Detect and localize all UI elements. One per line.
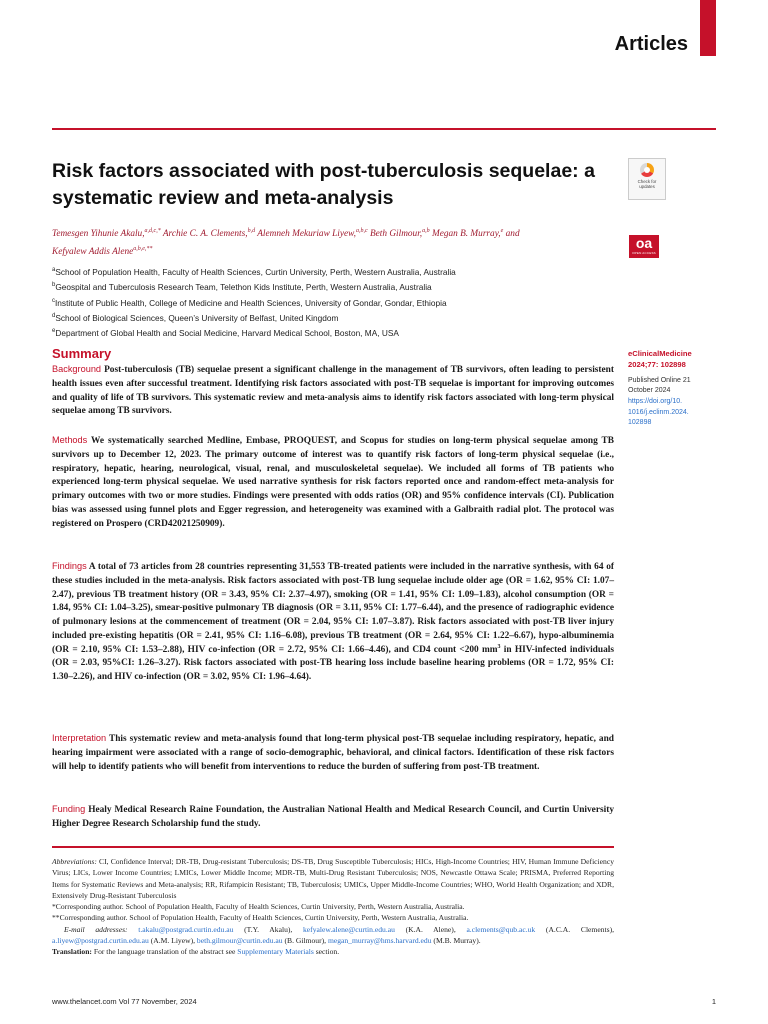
- methods-text: We systematically searched Medline, Embase, PROQUEST, and Scopus for studies on long-term physical sequelae among TB survivors up to December 12, 2023. The primary outcome of interest was to quantify risk factors of long-term physical sequelae (i.e., respiratory, hepatic, hearing, neurological, visual, renal, and musculoskeletal sequelae). We included all forms of TB patients who experienced long-term physical sequelae. We used narrative synthesis for risk factors reported once and random-effect meta-analysis for primary outcomes with two or more studies. Findings were presented with odds ratios (OR) and 95% confidence intervals (CI). Publication bias was assessed using funnel plots and Egger regression, and heterogeneity was examined with a Galbraith radial plot. The protocol was registered on Prospero (CRD42021250909).: [52, 436, 614, 529]
- author[interactable]: Kefyalew Addis Alene$^{a,b,e,**}$: [52, 246, 153, 258]
- summary-heading: Summary: [52, 346, 112, 361]
- author[interactable]: Beth Gilmour,$^{a,b}$: [369, 228, 430, 240]
- supplementary-link[interactable]: Supplementary Materials: [237, 947, 314, 957]
- interpretation-label: Interpretation: [52, 733, 107, 743]
- affiliation: $^d$School of Biological Sciences, Queen’s University of Belfast, United Kingdom: [52, 312, 339, 323]
- email-addresses: E-mail addresses: t.akalu@postgrad.curtin.edu.au (T.Y. Akalu), kefyalew.alene@curtin.edu.au (K.A. Alene), a.clements@qub.ac.uk (A.C.A. Clements), a.liyew@postgrad.curtin.edu.au (A.M. Liyew), beth.gilmour@curtin.edu.au (B. Gilmour), megan_murray@hms.harvard.edu (M.B. Murray).: [52, 924, 614, 946]
- findings-text-continued: in HIV-infected individuals (OR = 2.03, 95%CI: 1.26–3.27). Risk factors associated with post-TB hearing loss include baseline hearing problems (OR = 1.72, 95% CI: 1.30–2.26), and HIV co-infection (OR = 3.02, 95% CI: 1.96–4.64).: [52, 644, 614, 682]
- email-link[interactable]: beth.gilmour@curtin.edu.au: [196, 936, 283, 946]
- open-access-label: OPEN ACCESS: [632, 251, 656, 255]
- email-link[interactable]: kefyalew.alene@curtin.edu.au: [303, 924, 395, 934]
- email-link[interactable]: a.liyew@postgrad.curtin.edu.au: [52, 936, 149, 946]
- header-accent-bar: [700, 0, 716, 56]
- email-link[interactable]: a.clements@qub.ac.uk: [466, 924, 536, 934]
- check-for-updates-badge[interactable]: [628, 158, 666, 200]
- abstract-findings: [52, 560, 614, 685]
- abstract-methods: [52, 434, 614, 531]
- author-conjunction: and: [505, 229, 520, 240]
- author[interactable]: Megan B. Murray,$^e$: [431, 228, 504, 240]
- affiliation: $^e$Department of Global Health and Social Medicine, Harvard Medical School, Boston, MA, USA: [52, 327, 399, 338]
- funding-text: Healy Medical Research Raine Foundation, the Australian National Health and Medical Research Council, and Curtin University Higher Degree Research Scholarship fund the study.: [52, 805, 614, 829]
- check-updates-line2: updates: [639, 184, 655, 189]
- abstract-funding: [52, 803, 614, 832]
- findings-text: A total of 73 articles from 28 countries representing 31,553 TB-treated patients were included in the narrative synthesis, with 64 of these studies included in the meta-analysis. Risk factors associated with post-TB lung sequelae include older age (OR = 1.62, 95% CI: 1.07–2.47), previous TB treatment history (OR = 3.43, 95% CI: 2.37–4.97), smoking (OR = 1.41, 95% CI: 1.09–1.83), alcohol consumption (OR = 1.84, 95% CI: 1.04–3.25), smear-positive pulmonary TB diagnosis (OR = 3.11, 95% CI: 1.77–6.44), and the presence of radiographic evidence of pulmonary lesions at the commencement of treatment (OR = 2.04, 95% CI: 1.07–3.87). Risk factors associated with post-TB liver injury included pre-existing hepatitis (OR = 2.41, 95% CI: 1.16–6.08), previous TB treatment (OR = 2.64, 95% CI: 1.22–6.67), hypo-albuminemia (OR = 2.10, 95% CI: 1.53–2.88), HIV co-infection (OR = 2.72, 95% CI: 1.66–4.46), and CD4 count <200 mm: [52, 562, 614, 655]
- funding-label: Funding: [52, 804, 86, 814]
- affiliation: $^c$Institute of Public Health, College of Medicine and Health Sciences, University of Gondar, Gondar, Ethiopia: [52, 297, 447, 308]
- findings-superscript: 3: [497, 643, 501, 650]
- footer-journal-info: www.thelancet.com Vol 77 November, 2024: [52, 997, 197, 1006]
- affiliation: $^a$School of Population Health, Faculty of Health Sciences, Curtin University, Perth, Western Australia, Australia: [52, 266, 456, 277]
- author[interactable]: Archie C. A. Clements,$^{b,d}$: [162, 228, 256, 240]
- background-label: Background: [52, 364, 102, 374]
- author-list: [52, 224, 572, 260]
- article-title: Risk factors associated with post-tuberculosis sequelae: a systematic review and meta-analysis: [52, 160, 595, 209]
- published-date: Published Online 21 October 2024: [628, 377, 691, 394]
- abstract-background: [52, 363, 614, 419]
- translation-note: Translation: For the language translation of the abstract see Supplementary Materials section.: [52, 947, 340, 957]
- author[interactable]: Temesgen Yihunie Akalu,$^{a,d,c,*}$: [52, 228, 161, 240]
- doi-link[interactable]: https://doi.org/10. 1016/j.eclinm.2024. 102898: [628, 398, 689, 426]
- journal-citation: 2024;77: 102898: [628, 360, 686, 369]
- page-number: 1: [711, 997, 716, 1006]
- methods-label: Methods: [52, 435, 88, 445]
- check-updates-line1: Check for: [637, 179, 657, 184]
- affiliations: [52, 264, 612, 340]
- footnote-rule: [52, 846, 614, 848]
- article-sidebar: [628, 348, 718, 429]
- interpretation-text: This systematic review and meta-analysis found that long-term physical post-TB sequelae including respiratory, hepatic, and hearing impairment were associated with a range of socio-demographic, behavioral, and clinical factors. Identification of these risk factors will help to identify patients who will benefit from interventions to reduce the burden of suffering from post-TB treatment.: [52, 734, 614, 772]
- email-link[interactable]: t.akalu@postgrad.curtin.edu.au: [138, 924, 234, 934]
- open-access-badge: [629, 235, 659, 258]
- corresponding-author-2: **Corresponding author. School of Population Health, Faculty of Health Sciences, Curtin University, Perth, Western Australia, Australia.: [52, 913, 469, 923]
- journal-name: eClinicalMedicine: [628, 349, 692, 358]
- background-text: Post-tuberculosis (TB) sequelae present a significant challenge in the management of TB survivors, often leading to persistent health issues even after successful treatment. Identifying risk factors associated with post-TB sequelae is important for improving outcomes and quality of life of TB survivors. This systematic review and meta-analysis aims to identify risk factors associated with long-term physical sequelae among TB survivors.: [52, 365, 614, 417]
- crossmark-icon: [640, 163, 654, 177]
- email-link[interactable]: megan_murray@hms.harvard.edu: [327, 936, 432, 946]
- findings-label: Findings: [52, 561, 87, 571]
- author[interactable]: Alemneh Mekuriaw Liyew,$^{a,b,c}$: [257, 228, 368, 240]
- abstract-interpretation: [52, 732, 614, 774]
- header-rule: [52, 128, 716, 130]
- footnotes: [52, 856, 614, 958]
- section-label: Articles: [614, 33, 688, 55]
- abbreviations: Abbreviations: CI, Confidence Interval; DR-TB, Drug-resistant Tuberculosis; DS-TB, Drug Susceptible Tuberculosis; HICs, High-Income Countries; HIV, Human Immune Deficiency Virus; LICs, Lower Income Countries; LMICs, Lower Middle Income; MDR-TB, Multi-Drug Resistant Tuberculosis; NOS, Newcastle Ottawa Scale; PRISMA, Preferred Reporting Items for Systematic Reviews and Meta-analysis; RR, Rifampicin Resistant; TB, Tuberculosis; UMICs, Upper Middle-Income Countries; WHO, World Health Organization; and XDR, Extensively Drug-Resistant Tuberculosis: [52, 857, 614, 900]
- affiliation: $^b$Geospital and Tuberculosis Research Team, Telethon Kids Institute, Perth, Western Australia, Australia: [52, 282, 432, 293]
- corresponding-author-1: *Corresponding author. School of Population Health, Faculty of Health Sciences, Curtin University, Perth, Western Australia, Australia.: [52, 902, 465, 912]
- open-access-icon: oa: [635, 235, 653, 251]
